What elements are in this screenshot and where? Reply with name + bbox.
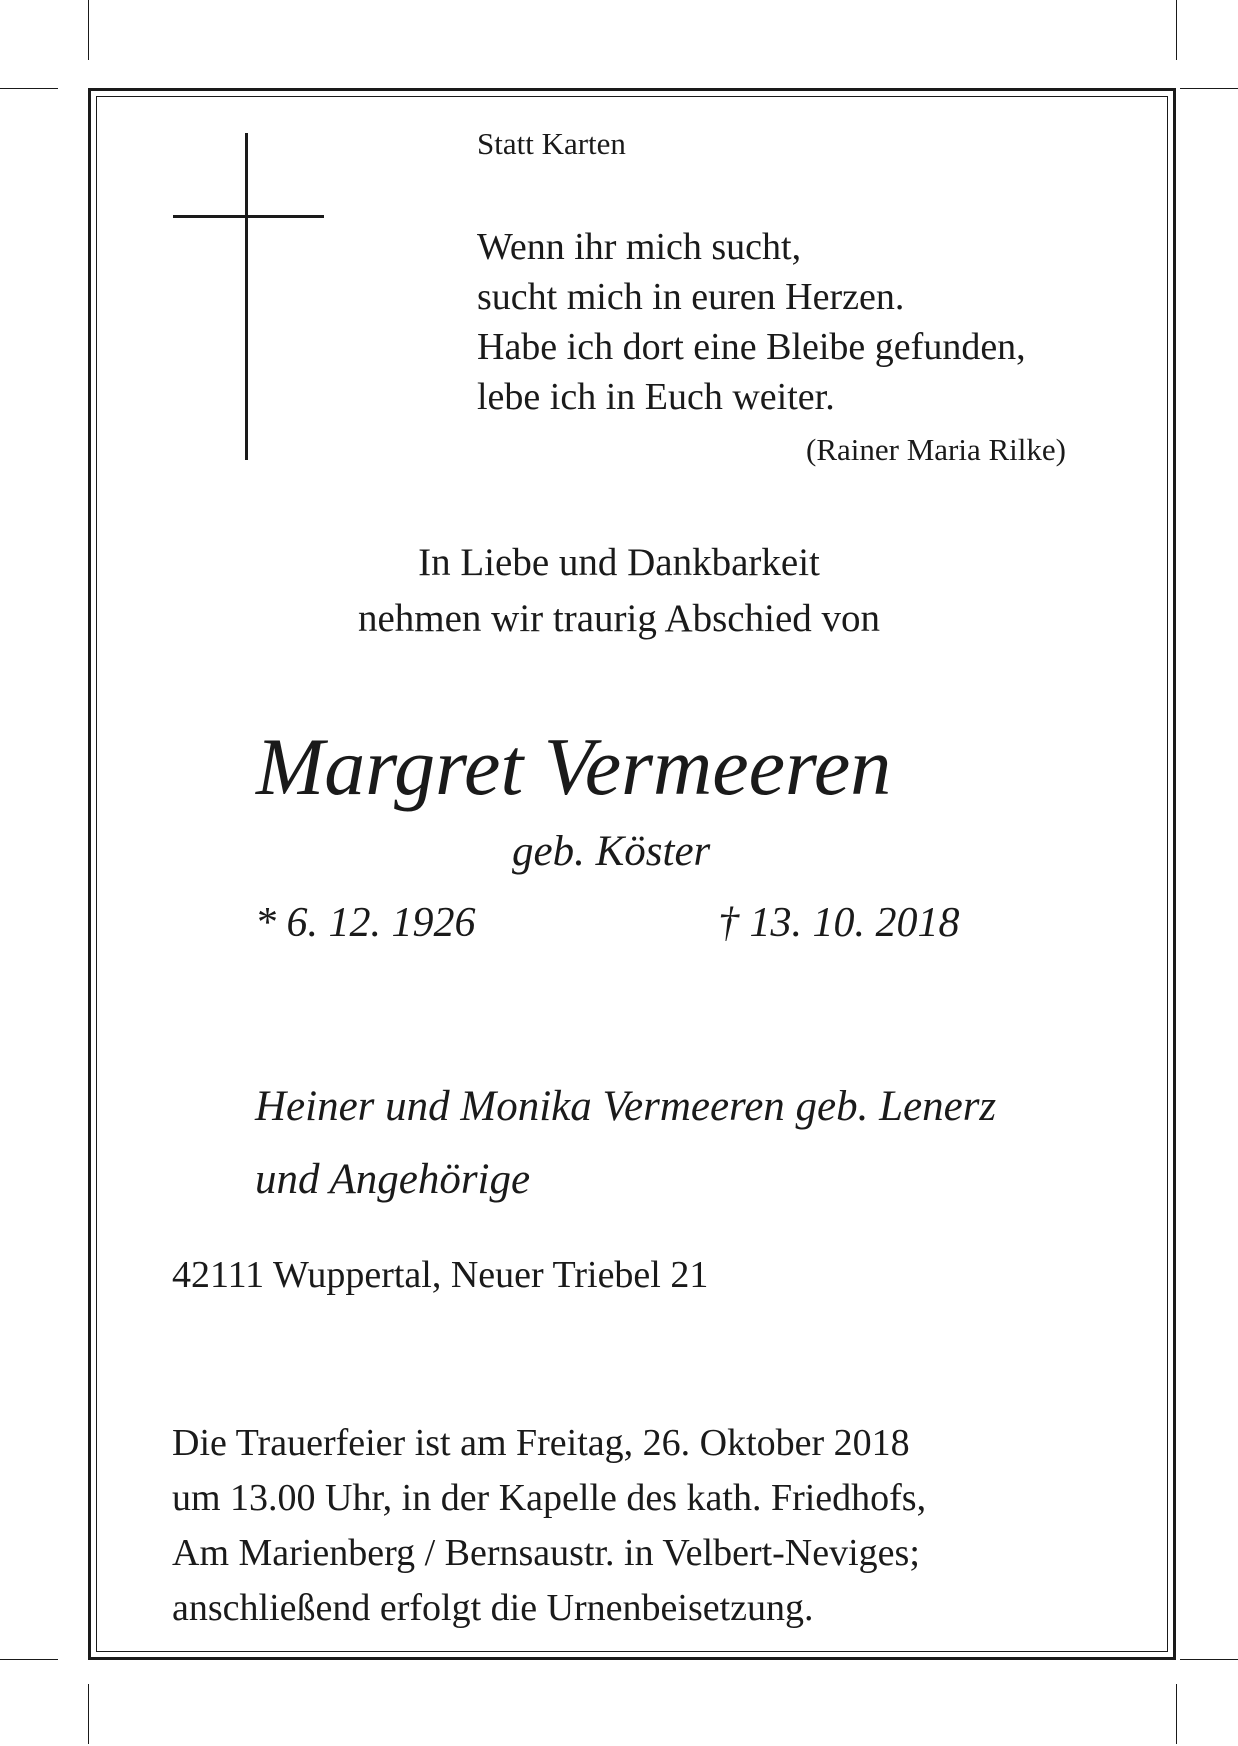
service-line: Die Trauerfeier ist am Freitag, 26. Oktober 2018 xyxy=(172,1422,910,1464)
poem-author: (Rainer Maria Rilke) xyxy=(806,432,1066,467)
poem-line: sucht mich in euren Herzen. xyxy=(477,276,905,318)
maiden-name: geb. Köster xyxy=(512,828,711,875)
cross-icon xyxy=(245,133,248,460)
poem-line: lebe ich in Euch weiter. xyxy=(477,376,835,418)
family-names xyxy=(255,1070,996,1216)
crop-mark-right-top xyxy=(1180,88,1238,89)
crop-mark-left-bottom xyxy=(0,1659,58,1660)
deceased-name: Margret Vermeeren xyxy=(256,721,892,812)
birth-date: * 6. 12. 1926 xyxy=(255,900,476,946)
intro-text xyxy=(140,535,1098,647)
death-date: † 13. 10. 2018 xyxy=(718,900,960,946)
poem-line: Habe ich dort eine Bleibe gefunden, xyxy=(477,326,1026,368)
service-line: Am Marienberg / Bernsaustr. in Velbert-Neviges; xyxy=(172,1532,920,1574)
cross-icon-bar xyxy=(173,215,324,218)
crop-mark-top-left xyxy=(88,0,89,60)
crop-mark-bottom-left xyxy=(88,1684,89,1744)
statt-karten: Statt Karten xyxy=(477,126,626,161)
intro-line: nehmen wir traurig Abschied von xyxy=(357,597,881,640)
intro-line: In Liebe und Dankbarkeit xyxy=(418,541,820,584)
poem xyxy=(477,222,1026,422)
crop-mark-left-top xyxy=(0,88,58,89)
poem-line: Wenn ihr mich sucht, xyxy=(477,226,802,268)
crop-mark-right-bottom xyxy=(1180,1659,1238,1660)
address: 42111 Wuppertal, Neuer Triebel 21 xyxy=(172,1254,709,1296)
service-info xyxy=(172,1416,926,1636)
family-line: Heiner und Monika Vermeeren geb. Lenerz xyxy=(255,1083,997,1130)
service-line: anschließend erfolgt die Urnenbeisetzung. xyxy=(172,1587,814,1629)
crop-mark-bottom-right xyxy=(1176,1684,1177,1744)
service-line: um 13.00 Uhr, in der Kapelle des kath. Friedhofs, xyxy=(172,1477,927,1519)
crop-mark-top-right xyxy=(1176,0,1177,60)
family-line: und Angehörige xyxy=(255,1156,531,1203)
